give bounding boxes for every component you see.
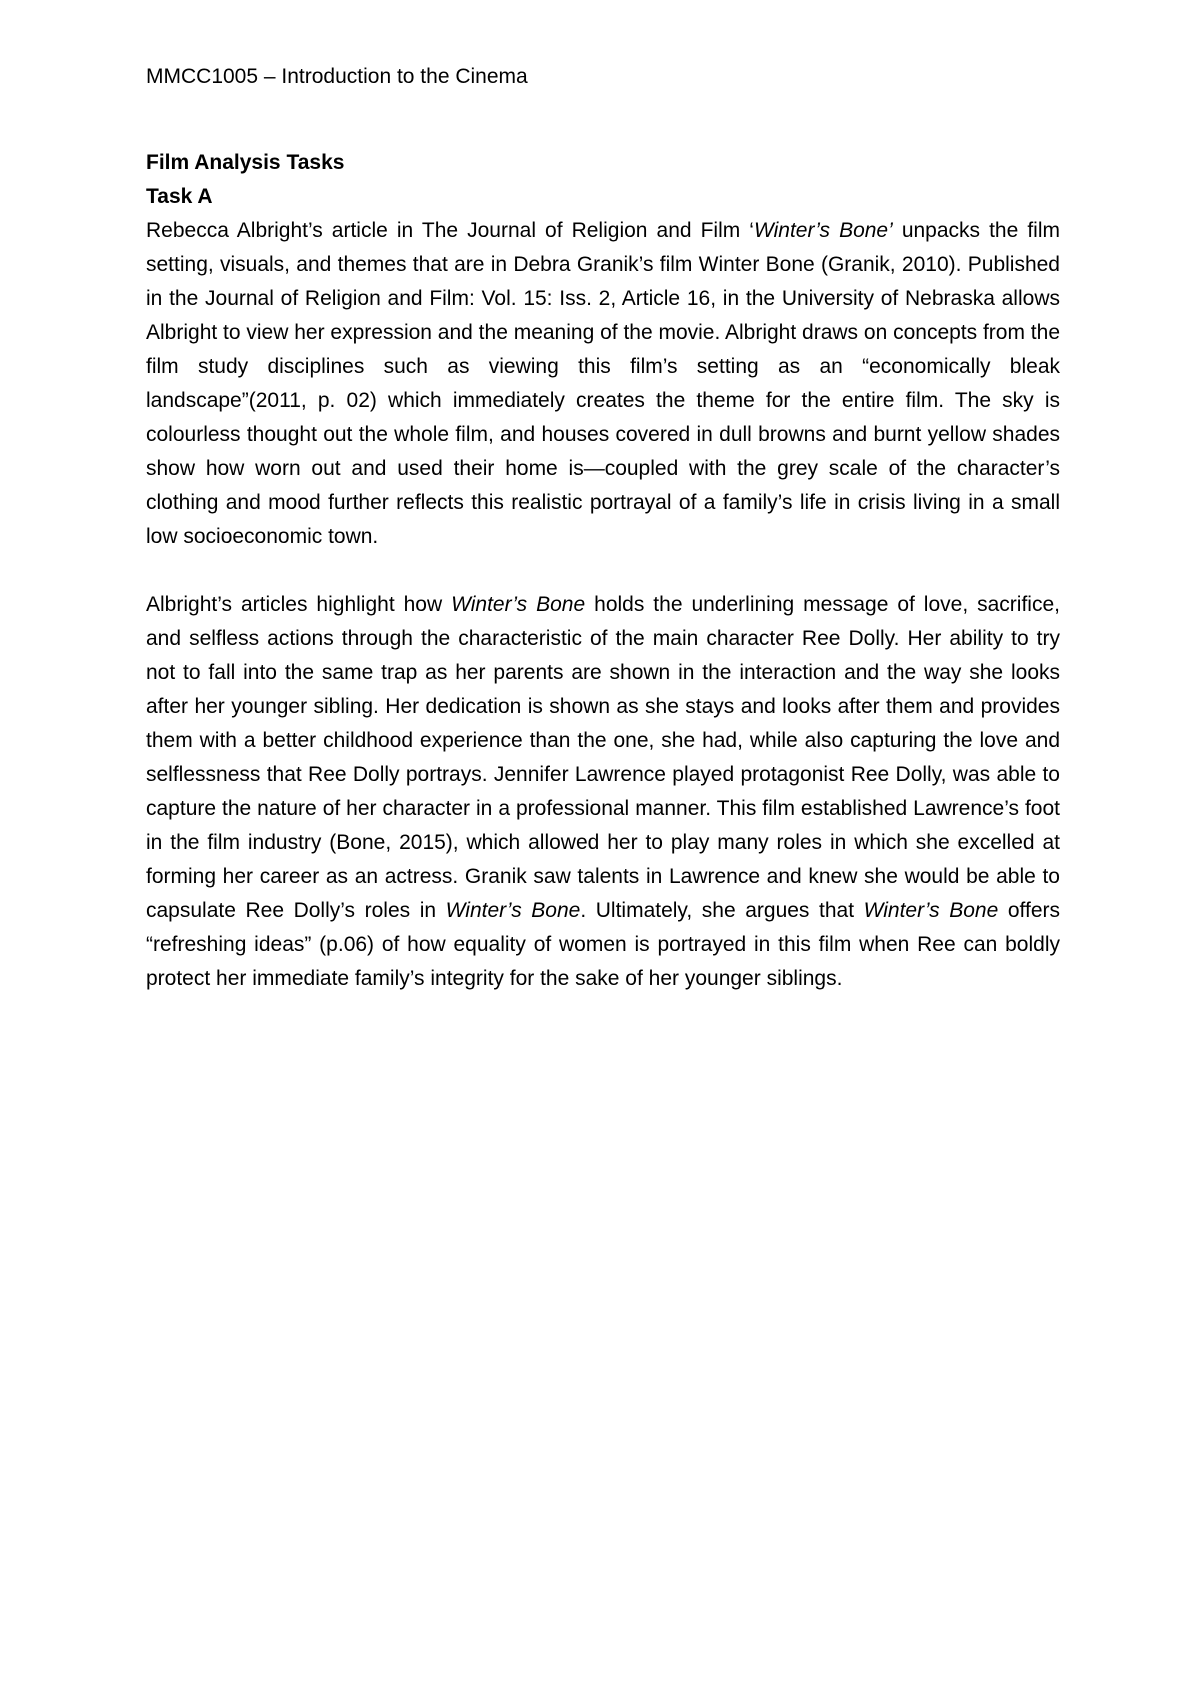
paragraph-1: [146, 214, 1060, 554]
document-body: [146, 146, 1060, 996]
paragraph-2-run: Winter’s Bone: [863, 899, 999, 922]
paragraph-2-run: Albright’s articles highlight how: [146, 593, 452, 616]
paragraph-1-run: Winter’s Bone’: [753, 219, 893, 242]
document-header: MMCC1005 – Introduction to the Cinema: [146, 65, 528, 88]
paragraph-2-run: offers “refreshing ideas” (p.06) of how equality of women is portrayed in this film when Ree can boldly protect her immediate family’s integrity for the sake of her younger siblings.: [146, 899, 1061, 990]
paragraph-2-run: . Ultimately, she argues that: [580, 899, 864, 922]
section-title: Film Analysis Tasks: [146, 151, 345, 174]
paragraph-1-run: unpacks the film setting, visuals, and themes that are in Debra Granik’s film Winter Bone (Granik, 2010). Published in the Journal of Religion and Film: Vol. 15: Iss. 2, Article 16, in the University of Nebraska allows Albright to view her expression and the meaning of the movie. Albright draws on concepts from the film study disciplines such as viewing this film’s setting as an “economically bleak landscape”(2011, p. 02) which immediately creates the theme for the entire film. The sky is colourless thought out the whole film, and houses covered in dull browns and burnt yellow shades show how worn out and used their home is—coupled with the grey scale of the character’s clothing and mood further reflects this realistic portrayal of a family’s life in crisis living in a small low socioeconomic town.: [146, 219, 1060, 548]
paragraph-2: [146, 588, 1060, 996]
paragraph-1-run: Rebecca Albright’s article in The Journal of Religion and Film ‘: [146, 219, 754, 242]
paragraph-2-run: Winter’s Bone: [445, 899, 581, 922]
paragraph-2-run: holds the underlining message of love, sacrifice, and selfless actions through the characteristic of the main character Ree Dolly. Her ability to try not to fall into the same trap as her parents are shown in the interaction and the way she looks after her younger sibling. Her dedication is shown as she stays and looks after them and provides them with a better childhood experience than the one, she had, while also capturing the love and selflessness that Ree Dolly portrays. Jennifer Lawrence played protagonist Ree Dolly, was able to capture the nature of her character in a professional manner. This film established Lawrence’s foot in the film industry (Bone, 2015), which allowed her to play many roles in which she excelled at forming her career as an actress. Granik saw talents in Lawrence and knew she would be able to capsulate Ree Dolly’s roles in: [146, 593, 1060, 922]
paragraph-2-run: Winter’s Bone: [451, 593, 586, 616]
task-title: Task A: [146, 185, 213, 208]
